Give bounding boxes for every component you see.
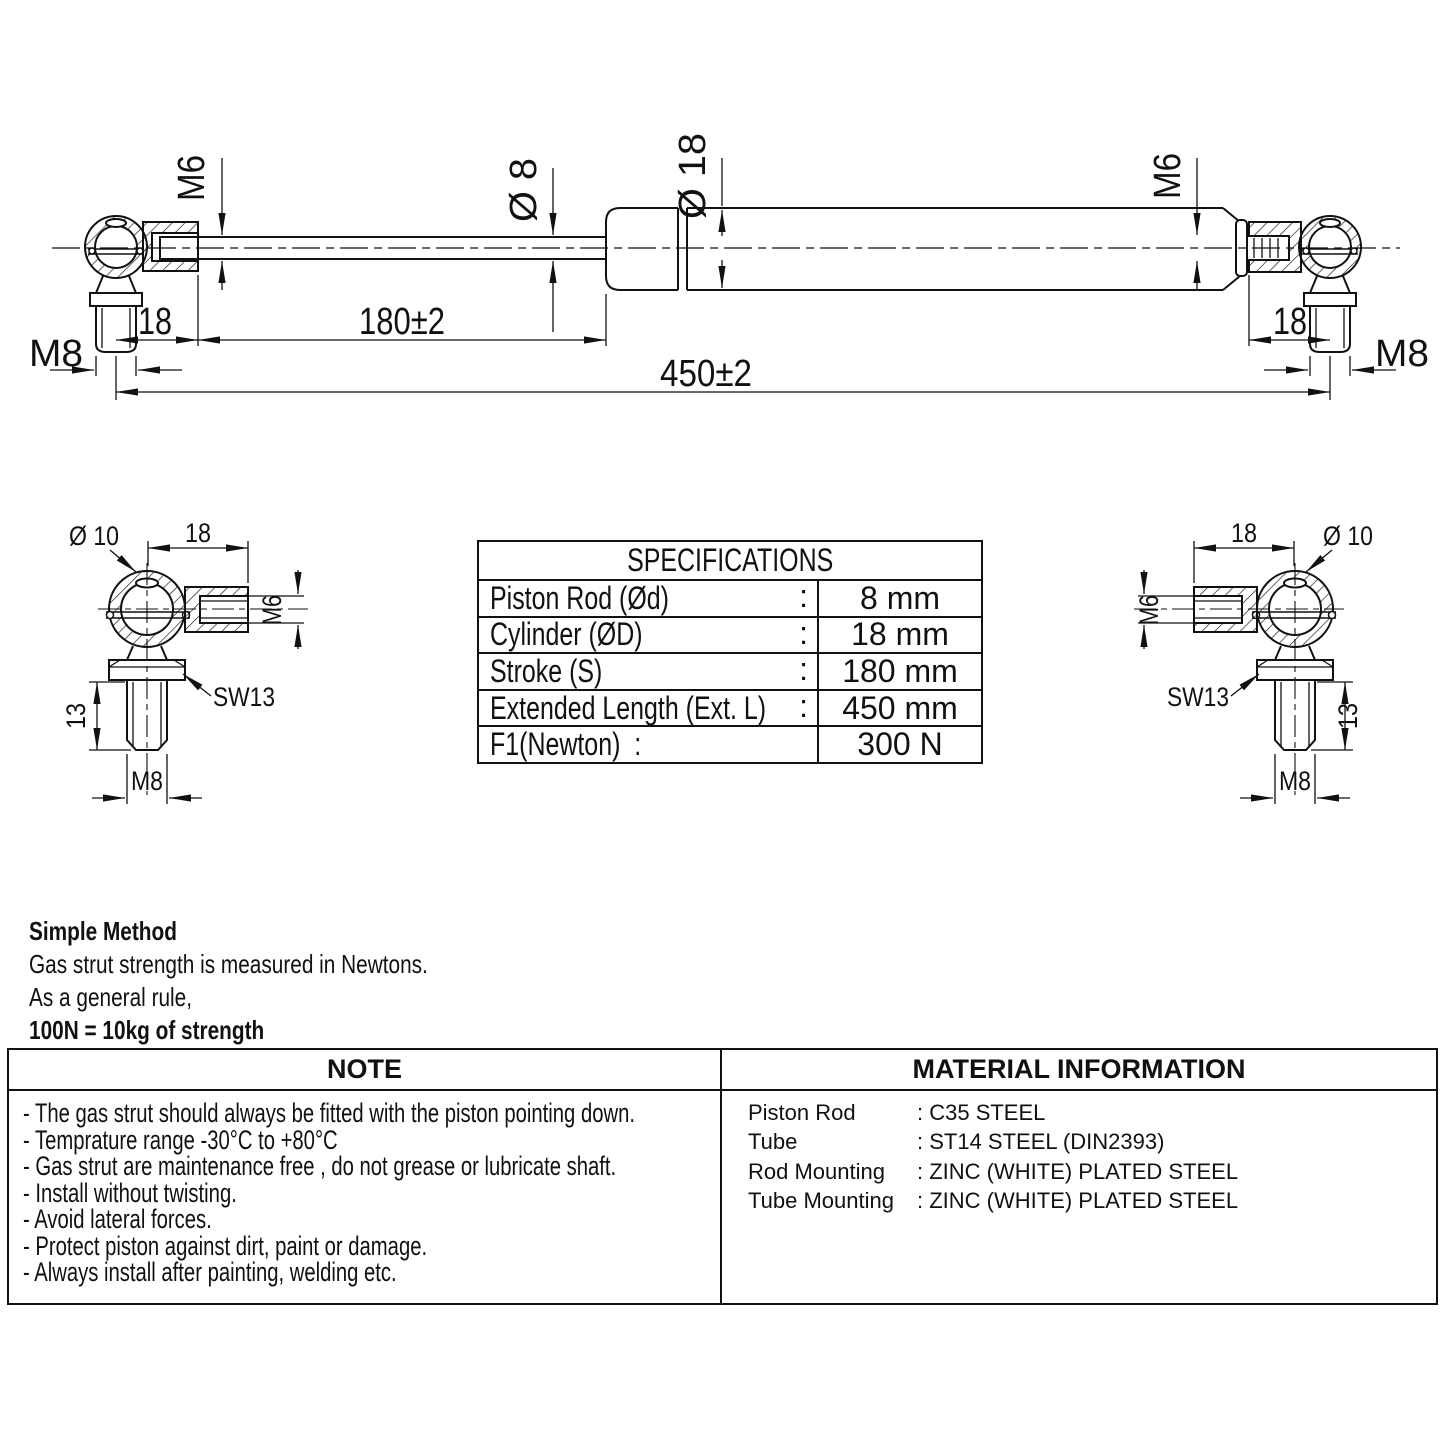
detail-left-m8: M8 (131, 766, 163, 796)
spec-colon: : (799, 688, 808, 725)
spec-value: 300 N (857, 726, 943, 763)
material-list (720, 1091, 1436, 1303)
method-line: As a general rule, (29, 982, 193, 1012)
spec-label: Piston Rod (Ød) (490, 579, 669, 616)
note-item: - Protect piston against dirt, paint or damage. (23, 1230, 428, 1261)
spec-row-extended-length (479, 688, 981, 728)
dim-stroke: 180±2 (359, 301, 445, 343)
material-value: : ZINC (WHITE) PLATED STEEL (917, 1158, 1239, 1184)
spec-colon: : (799, 651, 808, 688)
spec-value: 450 mm (842, 689, 958, 726)
note-item: - The gas strut should always be fitted with the piston pointing down. (23, 1098, 635, 1128)
material-value: : ZINC (WHITE) PLATED STEEL (917, 1187, 1239, 1213)
strut-dimension-labels (29, 133, 1429, 395)
material-row: Tube : ST14 STEEL (DIN2393) (748, 1129, 1165, 1155)
note-item: - Temprature range -30°C to +80°C (23, 1124, 338, 1155)
dim-total-length: 450±2 (660, 353, 752, 395)
right-detail-labels (1134, 518, 1373, 796)
detail-right-m6: M6 (1134, 587, 1164, 625)
detail-right-sw13: SW13 (1167, 682, 1229, 712)
dim-18-right: 18 (1273, 301, 1307, 343)
spec-label: F1(Newton) : (490, 726, 642, 763)
detail-left-18: 18 (185, 518, 211, 548)
spec-row-piston-rod (479, 578, 981, 618)
simple-method-note (29, 915, 528, 1047)
spec-colon: : (799, 578, 808, 615)
detail-left-ball-dia: Ø 10 (69, 521, 119, 551)
spec-value: 180 mm (842, 652, 958, 689)
material-value: : ST14 STEEL (DIN2393) (917, 1129, 1165, 1155)
detail-right-m8: M8 (1279, 766, 1311, 796)
dim-rod-dia: Ø 8 (503, 160, 545, 222)
detail-right-18: 18 (1231, 518, 1257, 548)
material-value: : C35 STEEL (917, 1100, 1046, 1125)
note-item: - Gas strut are maintenance free , do not grease or lubricate shaft. (23, 1151, 617, 1181)
note-list (9, 1091, 720, 1303)
spec-colon: : (799, 614, 808, 651)
dim-m6-right: M6 (1147, 146, 1189, 199)
dim-m8-left: M8 (29, 333, 83, 375)
right-end-fitting-detail (1134, 563, 1344, 795)
material-header: MATERIAL INFORMATION (720, 1050, 1436, 1091)
spec-row-stroke (479, 651, 981, 691)
method-line: Gas strut strength is measured in Newtons. (29, 949, 428, 979)
note-header: NOTE (9, 1050, 720, 1091)
detail-left-13: 13 (61, 698, 91, 729)
specifications-table (477, 540, 983, 764)
spec-table-title: SPECIFICATIONS (479, 542, 981, 581)
note-item: - Install without twisting. (23, 1177, 237, 1208)
material-row: Tube Mounting : ZINC (WHITE) PLATED STEEL (748, 1187, 1239, 1213)
detail-left-m6: M6 (257, 587, 287, 625)
spec-label: Stroke (S) (490, 652, 603, 689)
material-row: Rod Mounting : ZINC (WHITE) PLATED STEEL (748, 1158, 1239, 1184)
left-detail-labels (61, 518, 287, 796)
note-item: - Always install after painting, welding etc. (23, 1257, 397, 1287)
spec-label: Cylinder (ØD) (490, 616, 643, 653)
dim-18-left: 18 (138, 301, 172, 343)
method-heading: Simple Method (29, 916, 177, 946)
note-material-table (7, 1048, 1438, 1305)
dim-m6-left: M6 (171, 148, 213, 201)
spec-value: 18 mm (851, 616, 949, 653)
spec-row-force (479, 727, 981, 762)
spec-value: 8 mm (860, 579, 940, 616)
detail-right-13: 13 (1333, 698, 1363, 729)
note-item: - Avoid lateral forces. (23, 1204, 212, 1234)
method-rule: 100N = 10kg of strength (29, 1015, 265, 1045)
dim-m8-right: M8 (1375, 333, 1429, 375)
dim-cyl-dia: Ø 18 (672, 136, 714, 219)
cylinder-tube (606, 208, 1240, 290)
material-row: Piston Rod : C35 STEEL (748, 1100, 1046, 1125)
spec-label: Extended Length (Ext. L) (490, 689, 767, 726)
spec-row-cylinder (479, 614, 981, 655)
strut-side-view (52, 208, 1400, 352)
detail-right-ball-dia: Ø 10 (1323, 521, 1373, 551)
detail-left-sw13: SW13 (213, 682, 275, 712)
